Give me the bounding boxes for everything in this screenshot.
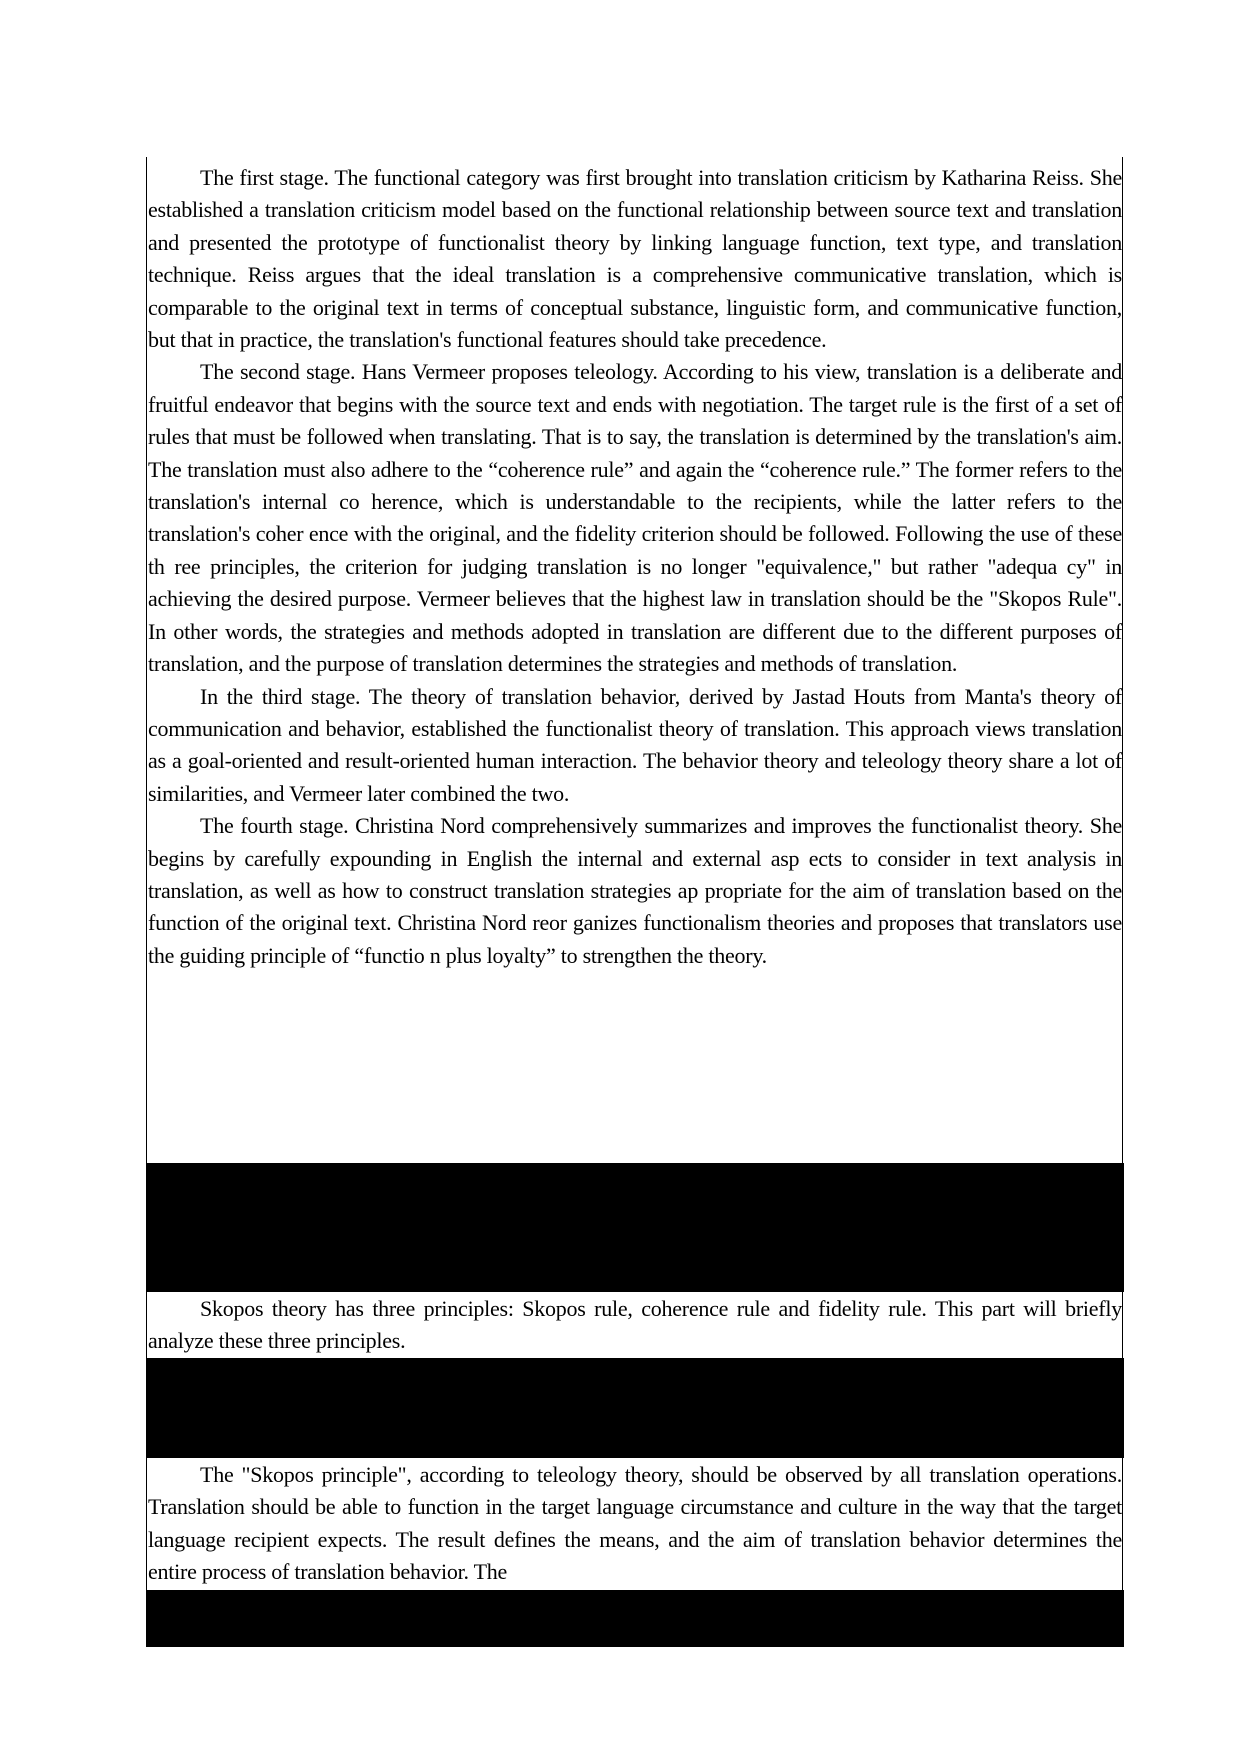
redacted-heading-2 xyxy=(146,1358,1124,1458)
paragraph-fourth-stage: The fourth stage. Christina Nord comprehensively summarizes and improves the functionalist theory. She begins by carefully expounding in English the internal and external asp ects to consider in text analysis in translation, as well as how to construct translation strategies ap propriate for the aim of translation based on the function of the original text. Christina Nord reor ganizes functionalism theories and proposes that translators use the guiding principle of “functio n plus loyalty” to strengthen the theory. xyxy=(148,813,1122,968)
paragraph-first-stage: The first stage. The functional category was first brought into translation criticism by Katharina Reiss. She established a translation criticism model based on the functional relationship between source text and translation and presented the prototype of functionalist theory by linking language function, text type, and translation technique. Reiss argues that the ideal translation is a comprehensive communicative translation, which is comparable to the original text in terms of conceptual substance, linguistic form, and communicative function, but that in practice, the translation's functional features should take precedence. xyxy=(148,165,1122,353)
stages-section xyxy=(146,162,1123,972)
principles-intro-section xyxy=(146,1293,1123,1358)
redacted-block-3 xyxy=(146,1590,1124,1647)
redacted-heading-1 xyxy=(146,1163,1124,1292)
skopos-rule-section xyxy=(146,1459,1123,1589)
paragraph-principles-intro: Skopos theory has three principles: Skopos rule, coherence rule and fidelity rule. This part will briefly analyze these three principles. xyxy=(148,1296,1122,1354)
paragraph-skopos-rule: The "Skopos principle", according to teleology theory, should be observed by all translation operations. Translation should be able to function in the target language circumstance and culture in the way that the target language recipient expects. The result defines the means, and the aim of translation behavior determines the entire process of translation behavior. The xyxy=(148,1462,1122,1585)
paragraph-third-stage: In the third stage. The theory of translation behavior, derived by Jastad Houts from Manta's theory of communication and behavior, established the functionalist theory of translation. This approach views translation as a goal-oriented and result-oriented human interaction. The behavior theory and teleology theory share a lot of similarities, and Vermeer later combined the two. xyxy=(148,683,1122,806)
paragraph-second-stage: The second stage. Hans Vermeer proposes teleology. According to his view, translation is a deliberate and fruitful endeavor that begins with the source text and ends with negotiation. The target rule is the first of a set of rules that must be followed when translating. That is to say, the translation is determined by the translation's aim. The translation must also adhere to the “coherence rule” and again the “coherence rule.” The former refers to the translation's internal co herence, which is understandable to the recipients, while the latter refers to the translation's coher ence with the original, and the fidelity criterion should be followed. Following the use of these th ree principles, the criterion for judging translation is no longer "equivalence," but rather "adequa cy" in achieving the desired purpose. Vermeer believes that the highest law in translation should be the "Skopos Rule". In other words, the strategies and methods adopted in translation are different due to the different purposes of translation, and the purpose of translation determines the strategies and methods of translation. xyxy=(148,359,1122,677)
